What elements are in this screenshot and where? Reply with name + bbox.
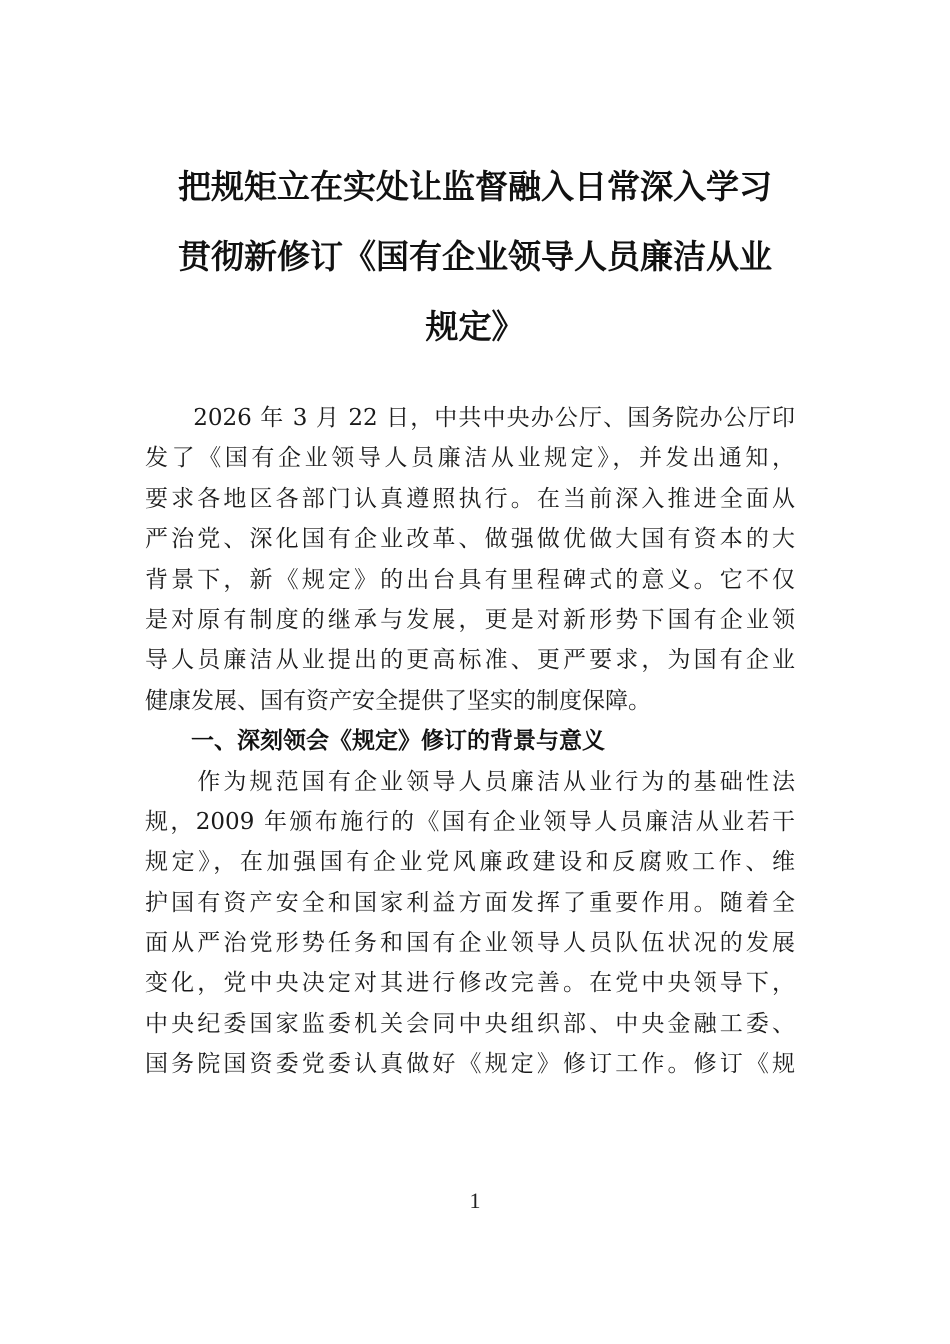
paragraph-line: 2026 年 3 月 22 日，中共中央办公厅、国务院办公厅印: [145, 405, 795, 431]
paragraph-line: 是对原有制度的继承与发展，更是对新形势下国有企业领: [145, 606, 795, 633]
paragraph-line: 健康发展、国有资产安全提供了坚实的制度保障。: [145, 687, 651, 714]
document-body: [145, 398, 795, 1085]
paragraph-line: 严治党、深化国有企业改革、做强做优做大国有资本的大: [145, 526, 795, 553]
paragraph-line: 国务院国资委党委认真做好《规定》修订工作。修订《规: [145, 1051, 795, 1078]
paragraph-line: 要求各地区各部门认真遵照执行。在当前深入推进全面从: [145, 485, 795, 512]
paragraph-line: 护国有资产安全和国家利益方面发挥了重要作用。随着全: [145, 889, 795, 916]
page-number: 1: [469, 1188, 481, 1213]
paragraph-line: 发了《国有企业领导人员廉洁从业规定》，并发出通知，: [145, 445, 795, 472]
paragraph-line: 作为规范国有企业领导人员廉洁从业行为的基础性法: [145, 768, 795, 795]
paragraph-line: 背景下，新《规定》的出台具有里程碑式的意义。它不仅: [145, 566, 795, 593]
title-line: 规定》: [425, 307, 525, 346]
paragraph-line: 中央纪委国家监委机关会同中央组织部、中央金融工委、: [145, 1010, 795, 1037]
section-heading: 一、深刻领会《规定》修订的背景与意义: [145, 728, 605, 755]
paragraph-line: 面从严治党形势任务和国有企业领导人员队伍状况的发展: [145, 930, 795, 957]
paragraph-line: 变化，党中央决定对其进行修改完善。在党中央领导下，: [145, 970, 795, 997]
title-line: 贯彻新修订《国有企业领导人员廉洁从业: [178, 237, 772, 276]
paragraph-line: 规，2009 年颁布施行的《国有企业领导人员廉洁从业若干: [145, 808, 795, 835]
document-title: [140, 152, 810, 362]
paragraph-line: 导人员廉洁从业提出的更高标准、更严要求，为国有企业: [145, 647, 795, 674]
title-line: 把规矩立在实处让监督融入日常深入学习: [178, 167, 772, 206]
paragraph-line: 规定》，在加强国有企业党风廉政建设和反腐败工作、维: [145, 849, 795, 876]
